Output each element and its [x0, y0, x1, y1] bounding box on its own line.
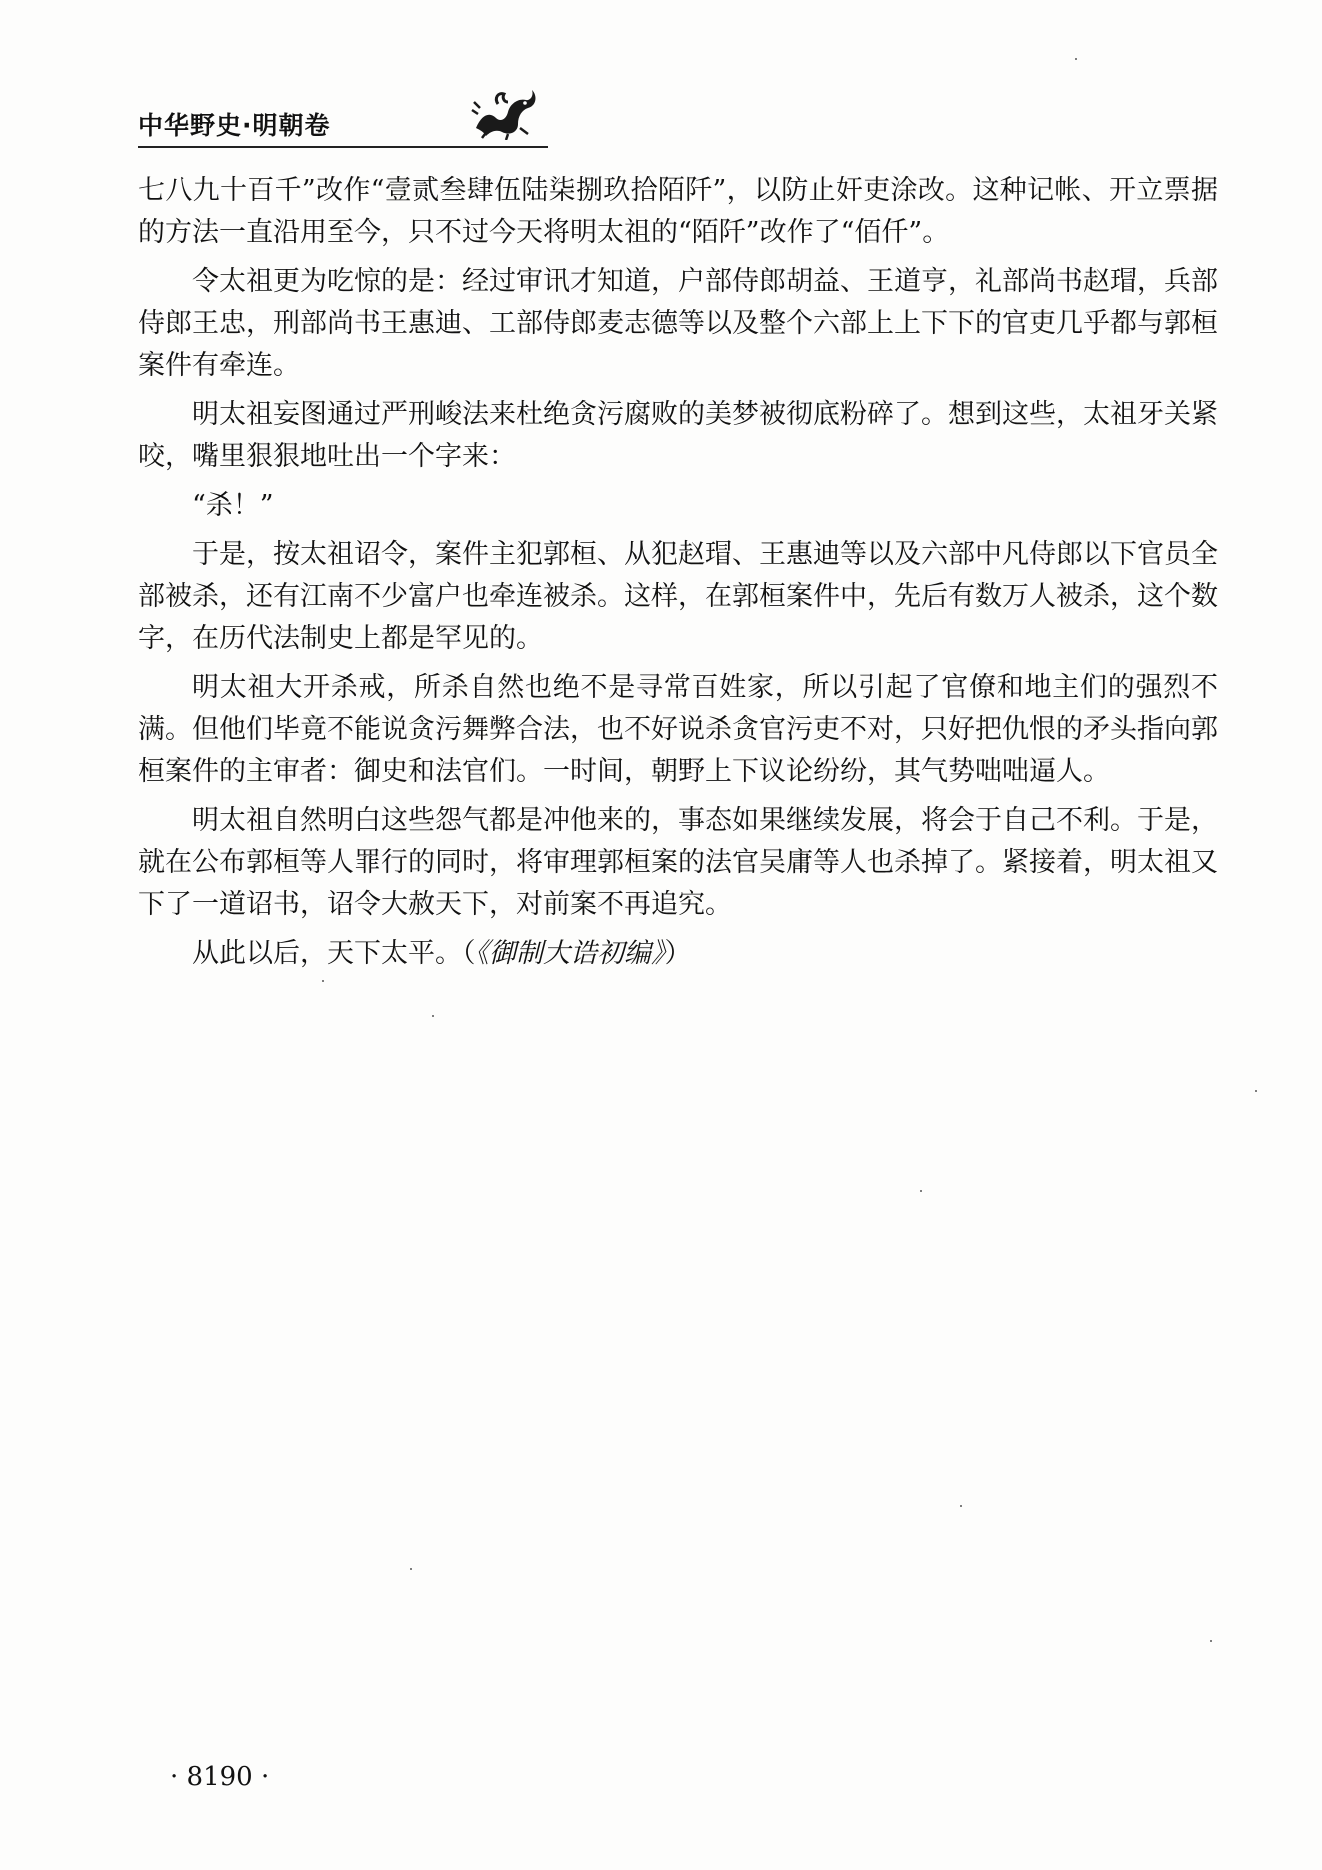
scan-speck [920, 1190, 922, 1192]
dragon-logo-icon [468, 84, 540, 140]
scan-speck [960, 1505, 962, 1507]
paragraph: 明太祖自然明白这些怨气都是冲他来的，事态如果继续发展，将会于自己不利。于是，就在公布郭桓等人罪行的同时，将审理郭桓案的法官吴庸等人也杀掉了。紧接着，明太祖又下了一道诏书，诏令大赦天下，对前案不再追究。 [138, 805, 1218, 920]
paragraph: 七八九十百千”改作“壹贰叁肆伍陆柒捌玖拾陌阡”，以防止奸吏涂改。这种记帐、开立票据的方法一直沿用至今，只不过今天将明太祖的“陌阡”改作了“佰仟”。 [138, 175, 1218, 248]
scan-speck [1075, 58, 1077, 60]
article-body [138, 170, 1218, 982]
scan-speck [1255, 1090, 1257, 1092]
scan-speck [432, 1015, 434, 1017]
paragraph: 明太祖妄图通过严刑峻法来杜绝贪污腐败的美梦被彻底粉碎了。想到这些，太祖牙关紧咬，嘴里狠狠地吐出一个字来： [138, 399, 1218, 472]
paragraph-final [138, 933, 1218, 975]
header-rule [138, 146, 548, 148]
source-citation: 《御制大诰初编》 [475, 938, 665, 969]
source-close: ） [664, 938, 692, 969]
paragraph: 明太祖大开杀戒，所杀自然也绝不是寻常百姓家，所以引起了官僚和地主们的强烈不满。但他们毕竟不能说贪污舞弊合法，也不好说杀贪官污吏不对，只好把仇恨的矛头指向郭桓案件的主审者：御史和法官们。一时间，朝野上下议论纷纷，其气势咄咄逼人。 [138, 672, 1218, 787]
scan-speck [322, 980, 324, 982]
scan-speck [1210, 1640, 1212, 1642]
final-sentence: 从此以后，天下太平。（ [192, 938, 476, 969]
scan-speck [410, 1568, 412, 1570]
running-header [138, 80, 548, 148]
header-title: 中华野史·明朝卷 [138, 111, 331, 140]
page-number: · 8190 · [170, 1762, 270, 1792]
paragraph-quote: “杀！” [192, 490, 274, 521]
paragraph: 令太祖更为吃惊的是：经过审讯才知道，户部侍郎胡益、王道亨，礼部尚书赵瑁，兵部侍郎王忠，刑部尚书王惠迪、工部侍郎麦志德等以及整个六部上上下下的官吏几乎都与郭桓案件有牵连。 [138, 266, 1218, 381]
paragraph: 于是，按太祖诏令，案件主犯郭桓、从犯赵瑁、王惠迪等以及六部中凡侍郎以下官员全部被杀，还有江南不少富户也牵连被杀。这样，在郭桓案件中，先后有数万人被杀，这个数字，在历代法制史上都是罕见的。 [138, 539, 1218, 654]
